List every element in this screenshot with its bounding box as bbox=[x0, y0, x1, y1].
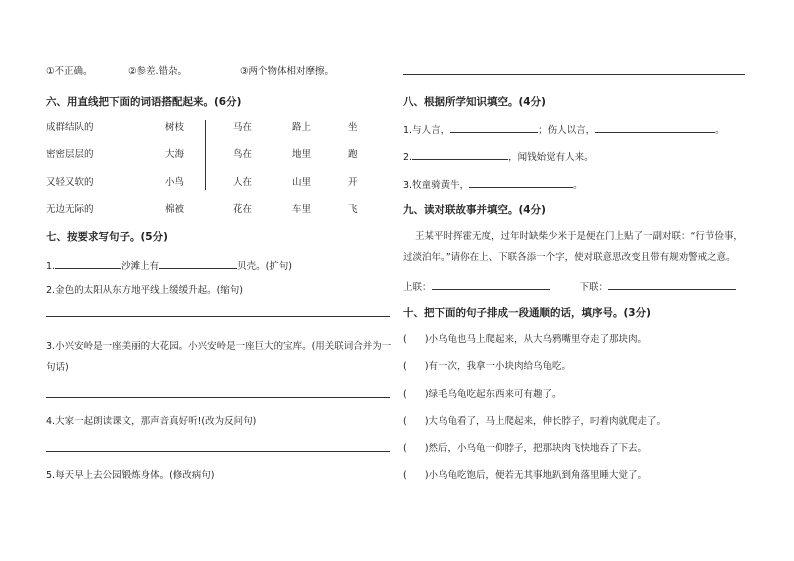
s6-col1-item: 又轻又软的 bbox=[46, 177, 94, 188]
q1-mid: 沙滩上有 bbox=[121, 261, 160, 272]
s10-item bbox=[403, 389, 562, 401]
s6-col5-item: 飞 bbox=[348, 204, 358, 215]
answer-line[interactable] bbox=[403, 74, 745, 75]
answer-line[interactable] bbox=[46, 397, 390, 398]
answer-blank[interactable] bbox=[595, 122, 715, 133]
q1-prefix: 1.与人言， bbox=[403, 125, 451, 136]
s6-col3-item: 鸟在 bbox=[233, 149, 253, 160]
s10-item-text: 有一次，我拿一小块肉给乌龟吃。 bbox=[428, 361, 572, 372]
s10-item bbox=[403, 470, 647, 482]
s7-question-5: 5.每天早上去公园锻炼身体。(修改病句) bbox=[46, 470, 215, 481]
s6-col2-item: 树枝 bbox=[165, 122, 185, 133]
s10-item-text: 小乌龟吃饱后，便若无其事地趴到角落里睡大觉了。 bbox=[428, 470, 648, 481]
order-blank[interactable]: ( ) bbox=[403, 334, 429, 345]
s6-col2-item: 棉被 bbox=[165, 204, 185, 215]
q1-suffix: 贝壳。(扩句) bbox=[237, 261, 293, 272]
s6-col1-item: 无边无际的 bbox=[46, 204, 94, 215]
s6-col4-item: 地里 bbox=[292, 149, 312, 160]
answer-blank[interactable] bbox=[469, 177, 573, 188]
s7-question-3-line1: 3.小兴安岭是一座美丽的大花园。小兴安岭是一座巨大的宝库。(用关联词合并为一 bbox=[46, 341, 392, 352]
section8-title: 八、根据所学知识填空。(4分) bbox=[403, 96, 546, 108]
answer-blank[interactable] bbox=[412, 149, 508, 160]
option-1: ①不正确。 bbox=[46, 66, 93, 77]
s10-item-text: 绿毛乌龟吃起东西来可有趣了。 bbox=[428, 389, 562, 400]
answer-blank[interactable] bbox=[159, 258, 237, 269]
s7-question-3-line2: 句话) bbox=[46, 362, 69, 373]
option-3: ③两个物体相对摩擦。 bbox=[240, 66, 335, 77]
s6-col4-item: 车里 bbox=[292, 204, 312, 215]
s6-col5-item: 坐 bbox=[348, 122, 358, 133]
lower-couplet-blank[interactable] bbox=[608, 279, 736, 290]
s10-item-text: 小乌龟也马上爬起来，从大乌鸦嘴里夺走了那块肉。 bbox=[428, 334, 648, 345]
s9-paragraph-line1: 王某平时挥霍无度，过年时缺柴少米于是便在门上贴了一副对联：“行节俭事， bbox=[415, 231, 743, 242]
s6-col4-item: 路上 bbox=[292, 122, 312, 133]
s10-item bbox=[403, 416, 666, 428]
q2-prefix: 2. bbox=[403, 152, 413, 163]
upper-couplet-label: 上联： bbox=[403, 282, 432, 293]
s8-question-2 bbox=[403, 149, 594, 164]
answer-blank[interactable] bbox=[55, 258, 121, 269]
order-blank[interactable]: ( ) bbox=[403, 443, 429, 454]
s6-col4-item: 山里 bbox=[292, 177, 312, 188]
s10-item bbox=[403, 334, 647, 346]
order-blank[interactable]: ( ) bbox=[403, 470, 429, 481]
option-2: ②参差.错杂。 bbox=[128, 66, 188, 77]
s6-col2-item: 大海 bbox=[165, 149, 185, 160]
s8-question-1 bbox=[403, 122, 725, 137]
order-blank[interactable]: ( ) bbox=[403, 389, 429, 400]
s6-col3-item: 人在 bbox=[233, 177, 253, 188]
s7-question-1 bbox=[46, 258, 292, 273]
answer-line[interactable] bbox=[46, 451, 390, 452]
s10-item bbox=[403, 443, 647, 455]
order-blank[interactable]: ( ) bbox=[403, 361, 429, 372]
s6-col2-item: 小鸟 bbox=[165, 177, 185, 188]
s6-col3-item: 花在 bbox=[233, 204, 253, 215]
s8-question-3 bbox=[403, 177, 583, 192]
s9-paragraph-line2: 过淡泊年。”请你在上、下联各添一个字，使对联意思改变且带有规劝警戒之意。 bbox=[403, 252, 736, 263]
answer-line[interactable] bbox=[46, 316, 390, 317]
s10-item-text: 然后，小乌龟一仰脖子，把那块肉飞快地吞了下去。 bbox=[428, 443, 648, 454]
section7-title: 七、按要求写句子。(5分) bbox=[46, 231, 168, 243]
separator-line bbox=[205, 120, 206, 190]
s9-couplet-answers bbox=[403, 279, 736, 294]
q3-end: 。 bbox=[573, 180, 583, 191]
q1-end: 。 bbox=[715, 125, 725, 136]
q2-suffix: ，闻钱始觉有人来。 bbox=[508, 152, 594, 163]
s7-question-2: 2.金色的太阳从东方地平线上缓缓升起。(缩句) bbox=[46, 285, 243, 296]
q3-prefix: 3.牧童骑黄牛， bbox=[403, 180, 470, 191]
answer-blank[interactable] bbox=[450, 122, 538, 133]
s6-col1-item: 成群结队的 bbox=[46, 122, 94, 133]
s6-col3-item: 马在 bbox=[233, 122, 253, 133]
s6-col5-item: 开 bbox=[348, 177, 358, 188]
lower-couplet-label: 下联： bbox=[579, 282, 609, 293]
s10-item bbox=[403, 361, 571, 373]
s6-col1-item: 密密层层的 bbox=[46, 149, 94, 160]
section6-title: 六、用直线把下面的词语搭配起来。(6分) bbox=[46, 96, 242, 108]
upper-couplet-blank[interactable] bbox=[432, 279, 550, 290]
q1-prefix: 1. bbox=[46, 261, 56, 272]
s6-col5-item: 跑 bbox=[348, 149, 358, 160]
section10-title: 十、把下面的句子排成一段通顺的话，填序号。(3分) bbox=[403, 307, 651, 319]
q1-mid: ；伤人以言， bbox=[538, 125, 596, 136]
order-blank[interactable]: ( ) bbox=[403, 416, 429, 427]
s7-question-4: 4.大家一起朗读课文，那声音真好听!(改为反问句) bbox=[46, 416, 257, 427]
s10-item-text: 大乌龟看了，马上爬起来，伸长脖子，叼着肉就爬走了。 bbox=[428, 416, 667, 427]
section9-title: 九、读对联故事并填空。(4分) bbox=[403, 204, 546, 216]
